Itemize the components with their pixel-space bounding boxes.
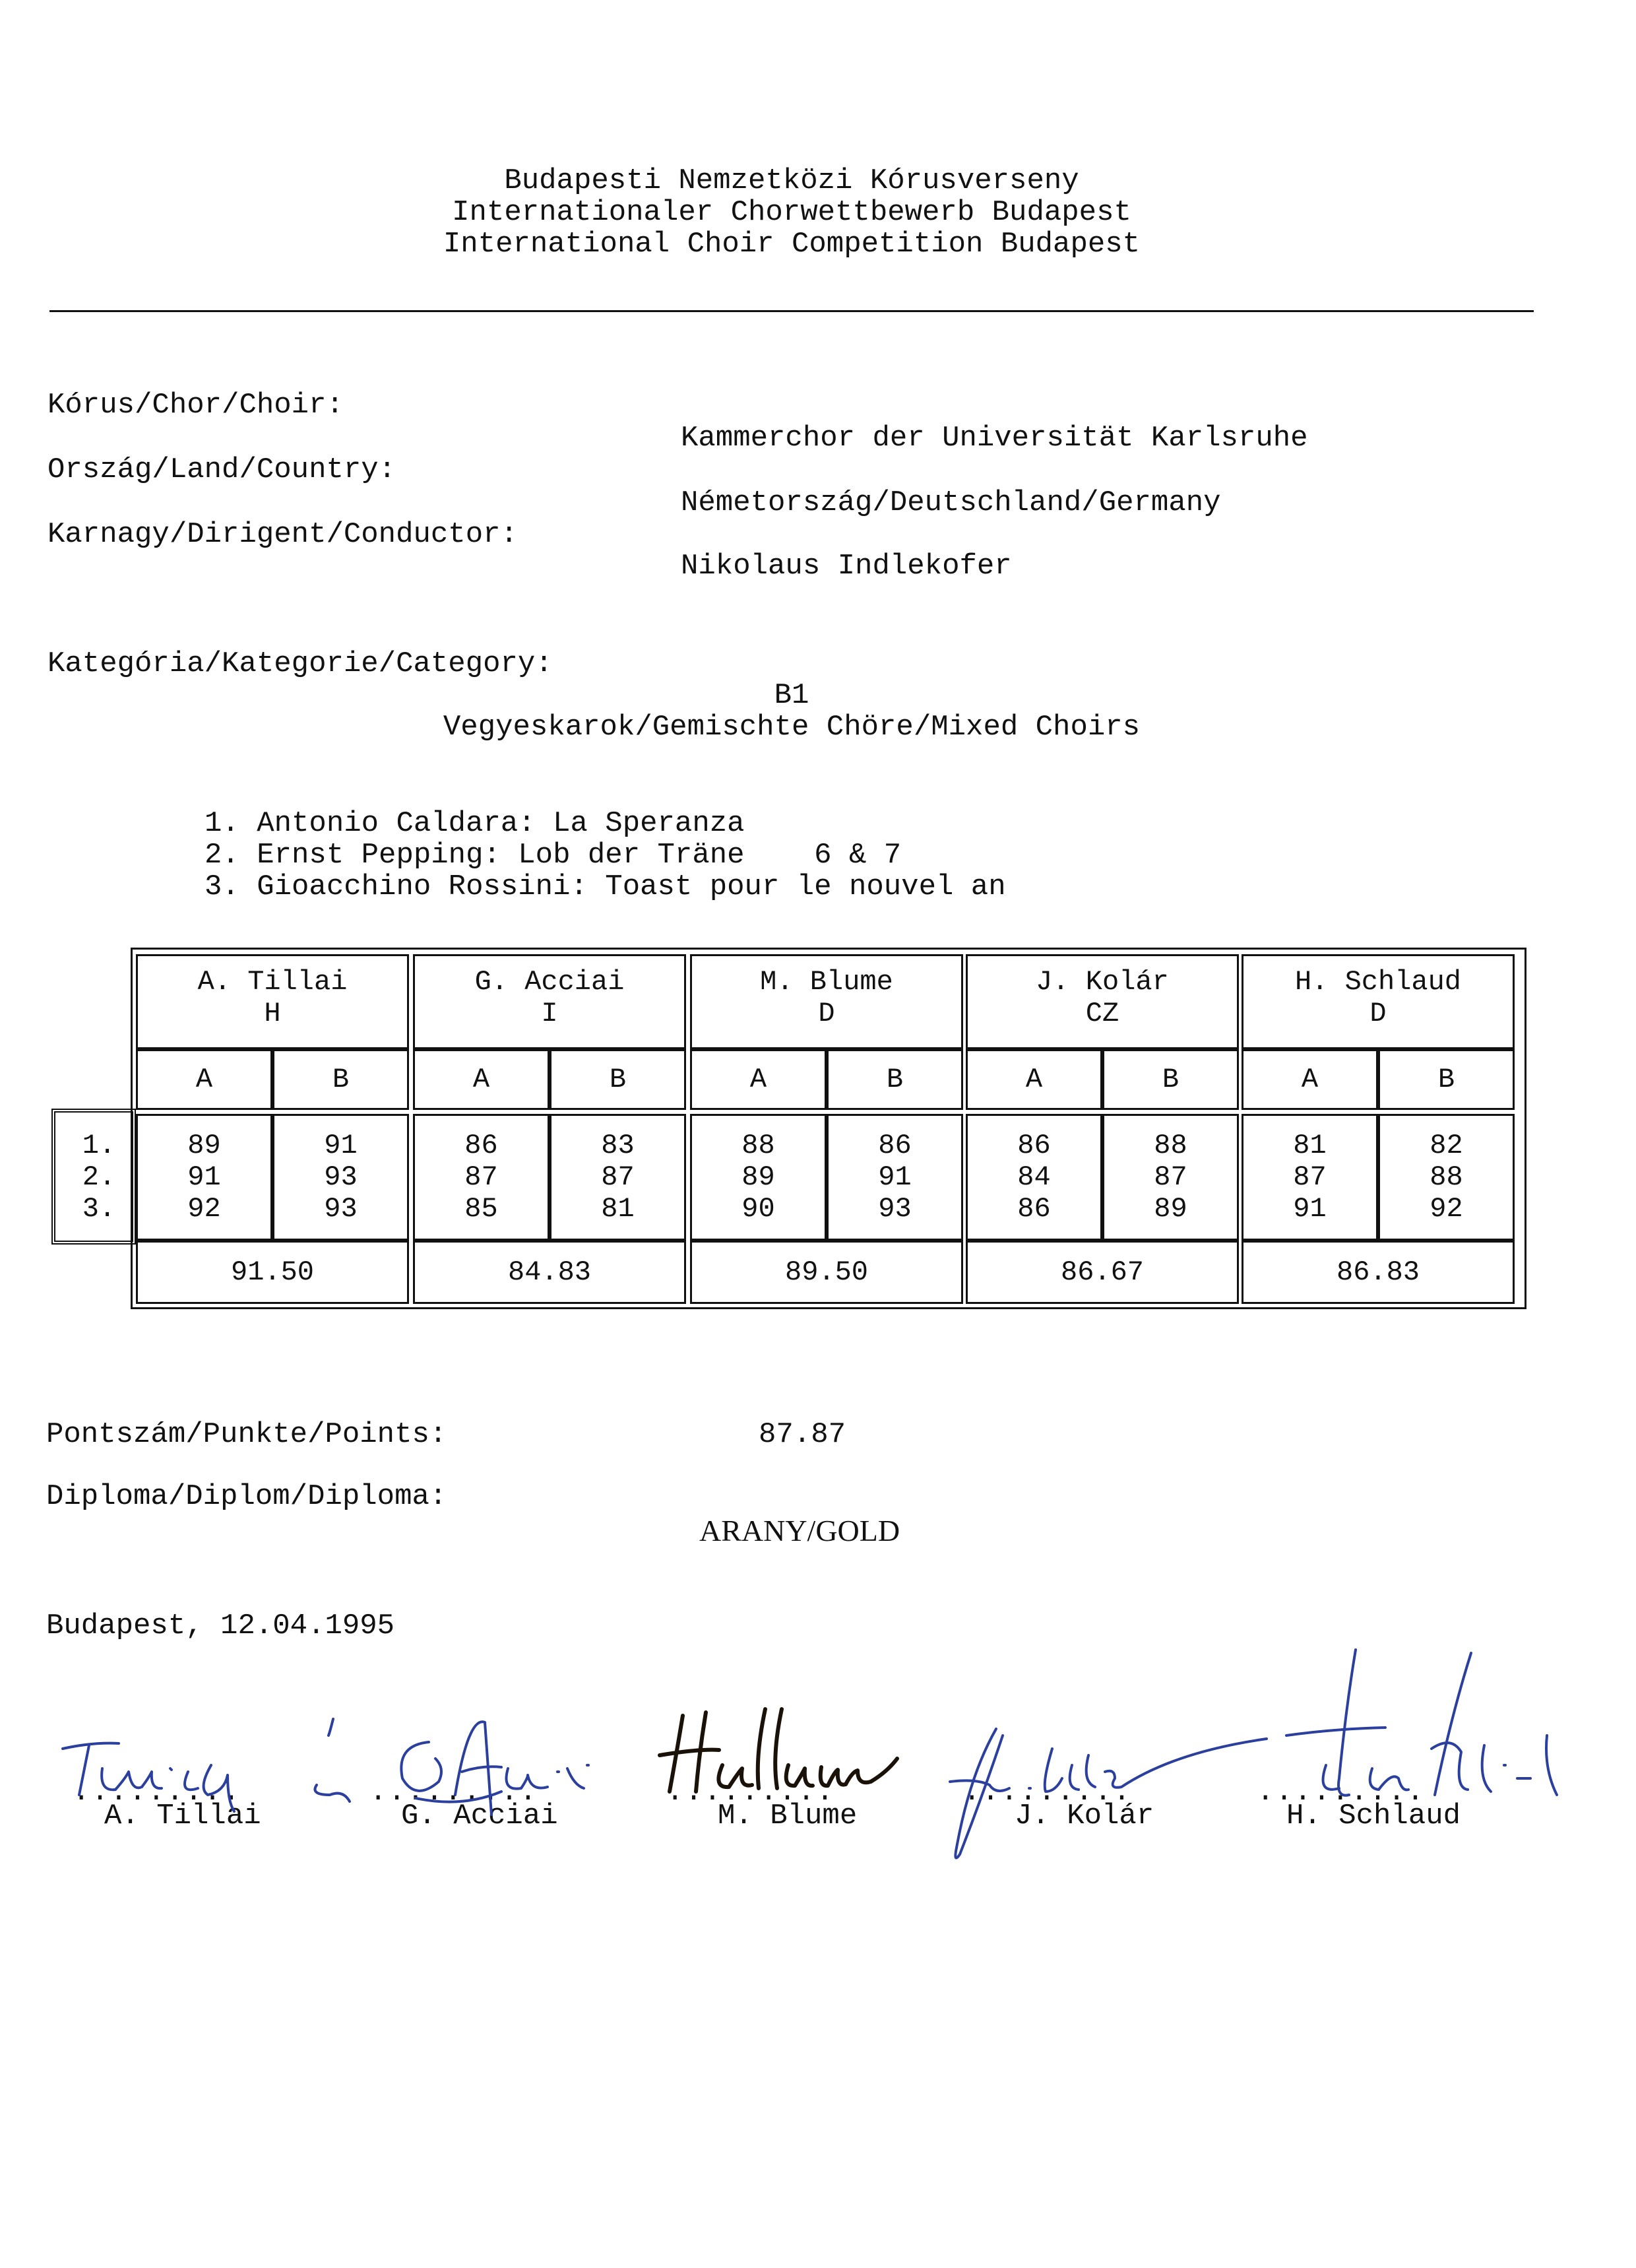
signature-name-3: M. Blume [718, 1799, 858, 1832]
score-b: 91 [878, 1161, 912, 1193]
score-b: 93 [324, 1193, 358, 1225]
signature-name-4: J. Kolár [1015, 1799, 1154, 1832]
signature-dots-5: ......... [1257, 1776, 1426, 1809]
score-b: 92 [1430, 1193, 1463, 1225]
row-number: 2. [82, 1161, 116, 1193]
score-b: 89 [1154, 1193, 1187, 1225]
signature-acciai [401, 1722, 588, 1815]
program-item-3: 3. Gioacchino Rossini: Toast pour le nouvel an [204, 870, 1006, 903]
signature-name-1: A. Tillai [104, 1799, 261, 1832]
judge-average: 86.67 [1060, 1256, 1145, 1288]
choir-value: Kammerchor der Universität Karlsruhe [681, 422, 1308, 455]
score-a: 91 [187, 1161, 221, 1193]
judge-country: D [818, 998, 835, 1029]
judge-country: D [1369, 998, 1387, 1029]
judge-name: M. Blume [760, 966, 893, 998]
signature-dots-1: ......... [73, 1776, 241, 1809]
sub-header-a: A [749, 1064, 767, 1095]
sub-header-b: B [1162, 1064, 1180, 1095]
score-a: 90 [741, 1193, 775, 1225]
score-a: 87 [464, 1161, 498, 1193]
category-label: Kategória/Kategorie/Category: [47, 647, 553, 680]
signature-dots-4: ......... [963, 1776, 1132, 1809]
sub-header-b: B [609, 1064, 627, 1095]
judge-name: J. Kolár [1036, 966, 1169, 998]
score-a: 84 [1017, 1161, 1051, 1193]
header-line-1: Budapesti Nemzetközi Kórusverseny [504, 164, 1079, 197]
row-number: 3. [82, 1193, 116, 1225]
points-label: Pontszám/Punkte/Points: [46, 1418, 447, 1451]
score-a: 81 [1293, 1130, 1327, 1161]
score-b: 81 [601, 1193, 635, 1225]
conductor-label: Karnagy/Dirigent/Conductor: [47, 518, 518, 551]
score-a: 89 [741, 1161, 775, 1193]
score-b: 82 [1430, 1130, 1463, 1161]
country-value: Németország/Deutschland/Germany [681, 486, 1221, 519]
handwritten-signatures [0, 1636, 1636, 1900]
score-b: 83 [601, 1130, 635, 1161]
signature-tillai [63, 1719, 350, 1811]
score-b: 88 [1154, 1130, 1187, 1161]
score-a: 88 [741, 1130, 775, 1161]
program-item-1: 1. Antonio Caldara: La Speranza [204, 807, 745, 840]
signature-schlaud [1286, 1650, 1557, 1796]
judge-average: 89.50 [784, 1256, 869, 1288]
place-date: Budapest, 12.04.1995 [46, 1609, 395, 1642]
score-b: 87 [601, 1161, 635, 1193]
points-value: 87.87 [759, 1418, 846, 1451]
row-number: 1. [82, 1130, 116, 1161]
signature-dots-2: ......... [369, 1776, 538, 1809]
conductor-value: Nikolaus Indlekofer [681, 550, 1012, 583]
diploma-label: Diploma/Diplom/Diploma: [46, 1480, 447, 1513]
score-b: 93 [878, 1193, 912, 1225]
category-code: B1 [774, 679, 809, 712]
judge-average: 84.83 [507, 1256, 592, 1288]
sub-header-a: A [195, 1064, 213, 1095]
judge-average: 86.83 [1336, 1256, 1420, 1288]
judge-name: G. Acciai [474, 966, 625, 998]
signature-kolar [950, 1729, 1267, 1858]
score-a: 86 [1017, 1130, 1051, 1161]
category-name: Vegyeskarok/Gemischte Chöre/Mixed Choirs [443, 711, 1141, 744]
score-a: 86 [1017, 1193, 1051, 1225]
score-b: 88 [1430, 1161, 1463, 1193]
judge-country: H [264, 998, 281, 1029]
score-b: 86 [878, 1130, 912, 1161]
score-b: 93 [324, 1161, 358, 1193]
sub-header-a: A [1301, 1064, 1319, 1095]
sub-header-b: B [1437, 1064, 1455, 1095]
header-rule [49, 310, 1534, 312]
header-line-2: Internationaler Chorwettbewerb Budapest [452, 196, 1131, 229]
sub-header-b: B [332, 1064, 350, 1095]
sub-header-b: B [886, 1064, 904, 1095]
program-item-2: 2. Ernst Pepping: Lob der Träne 6 & 7 [204, 839, 902, 872]
choir-label: Kórus/Chor/Choir: [47, 389, 344, 422]
score-a: 92 [187, 1193, 221, 1225]
signature-name-2: G. Acciai [401, 1799, 558, 1832]
score-a: 86 [464, 1130, 498, 1161]
signature-blume [660, 1709, 897, 1792]
judge-country: CZ [1085, 998, 1119, 1029]
sub-header-a: A [1025, 1064, 1043, 1095]
diploma-value: ARANY/GOLD [699, 1514, 900, 1547]
score-b: 87 [1154, 1161, 1187, 1193]
score-a: 89 [187, 1130, 221, 1161]
score-a: 91 [1293, 1193, 1327, 1225]
signature-name-5: H. Schlaud [1286, 1799, 1461, 1832]
signature-dots-3: ......... [666, 1776, 835, 1809]
judge-name: A. Tillai [197, 966, 348, 998]
country-label: Ország/Land/Country: [47, 453, 396, 486]
sub-header-a: A [472, 1064, 490, 1095]
score-a: 85 [464, 1193, 498, 1225]
score-b: 91 [324, 1130, 358, 1161]
judge-country: I [541, 998, 558, 1029]
score-a: 87 [1293, 1161, 1327, 1193]
judge-name: H. Schlaud [1294, 966, 1462, 998]
header-line-3: International Choir Competition Budapest [443, 228, 1141, 261]
judge-average: 91.50 [230, 1256, 315, 1288]
